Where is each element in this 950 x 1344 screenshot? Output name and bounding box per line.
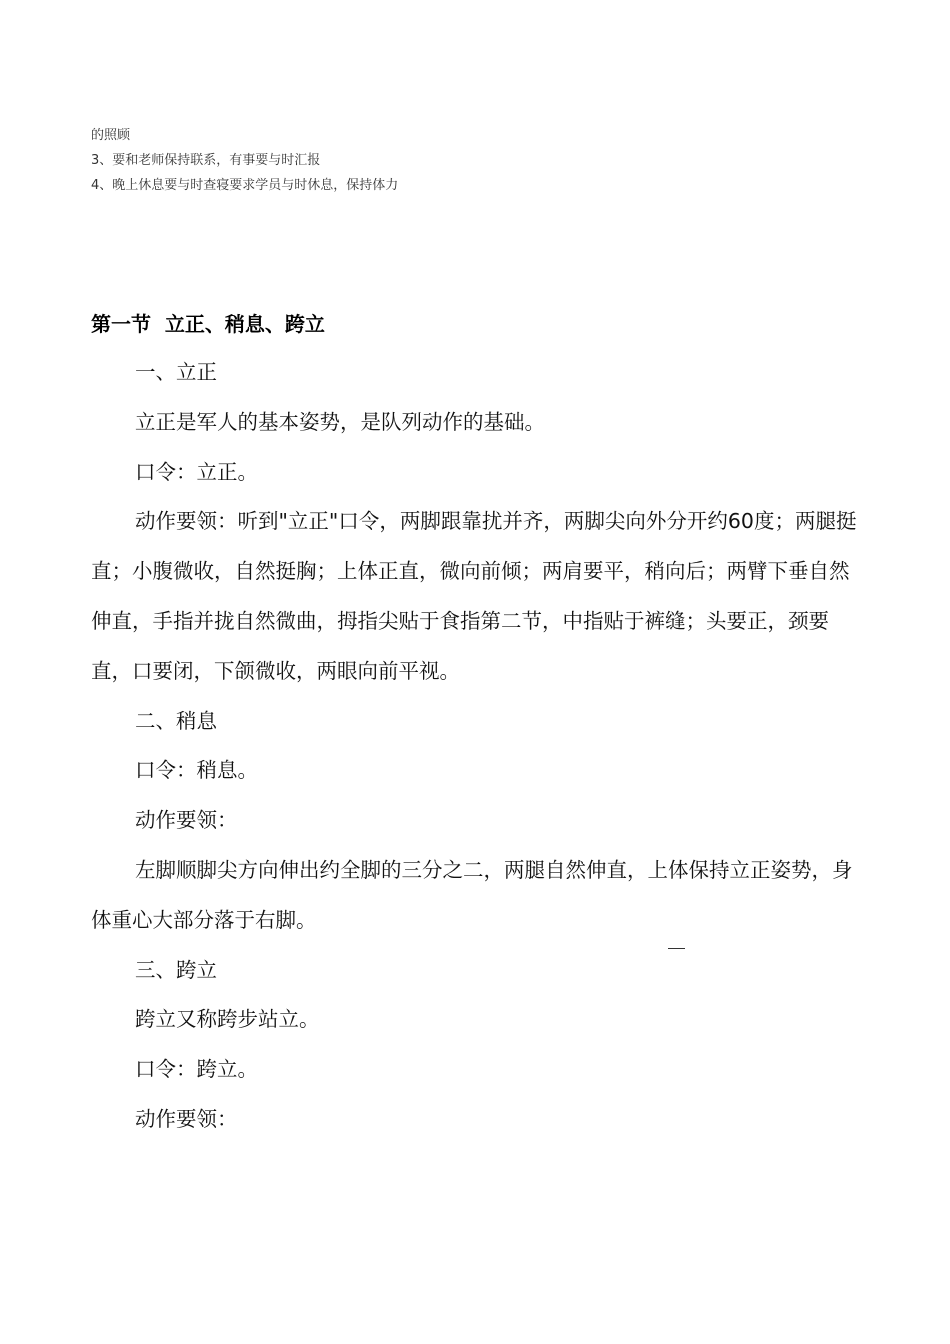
- command-line: 口令：稍息。: [135, 758, 258, 783]
- subheading-parade-rest: 三、跨立: [135, 957, 217, 982]
- command-line: 口令：跨立。: [135, 1057, 258, 1082]
- paragraph: 左脚顺脚尖方向伸出约全脚的三分之二，两腿自然伸直，上体保持立正姿势，身体重心大部分落于右脚。: [91, 857, 853, 932]
- note-line-1: 的照顾: [91, 128, 131, 143]
- section-heading: 第一节 立正、稍息、跨立: [91, 312, 325, 336]
- paragraph: 动作要领：: [135, 808, 238, 833]
- paragraph: 动作要领：: [135, 1106, 238, 1131]
- paragraph: 立正是军人的基本姿势，是队列动作的基础。: [135, 409, 545, 434]
- subheading-standing: 一、立正: [135, 360, 217, 384]
- note-line-2: 3、要和老师保持联系，有事要与时汇报: [91, 153, 321, 168]
- note-line-3: 4、晚上休息要与时查寝要求学员与时休息，保持体力: [91, 178, 399, 193]
- section-body: [91, 348, 861, 1145]
- paragraph: 动作要领：听到"立正"口令，两脚跟靠扰并齐，两脚尖向外分开约60度；两腿挺直；小腹微收，自然挺胸；上体正直，微向前倾；两肩要平，稍向后；两臂下垂自然伸直，手指并拢自然微曲，拇指尖贴于食指第二节，中指贴于裤缝；头要正，颈要直，口要闭，下颌微收，两眼向前平视。: [91, 509, 857, 683]
- command-line: 口令：立正。: [135, 459, 258, 484]
- stray-dash-mark: [668, 948, 685, 949]
- paragraph: 跨立又称跨步站立。: [135, 1007, 320, 1032]
- subheading-at-ease: 二、稍息: [135, 708, 217, 733]
